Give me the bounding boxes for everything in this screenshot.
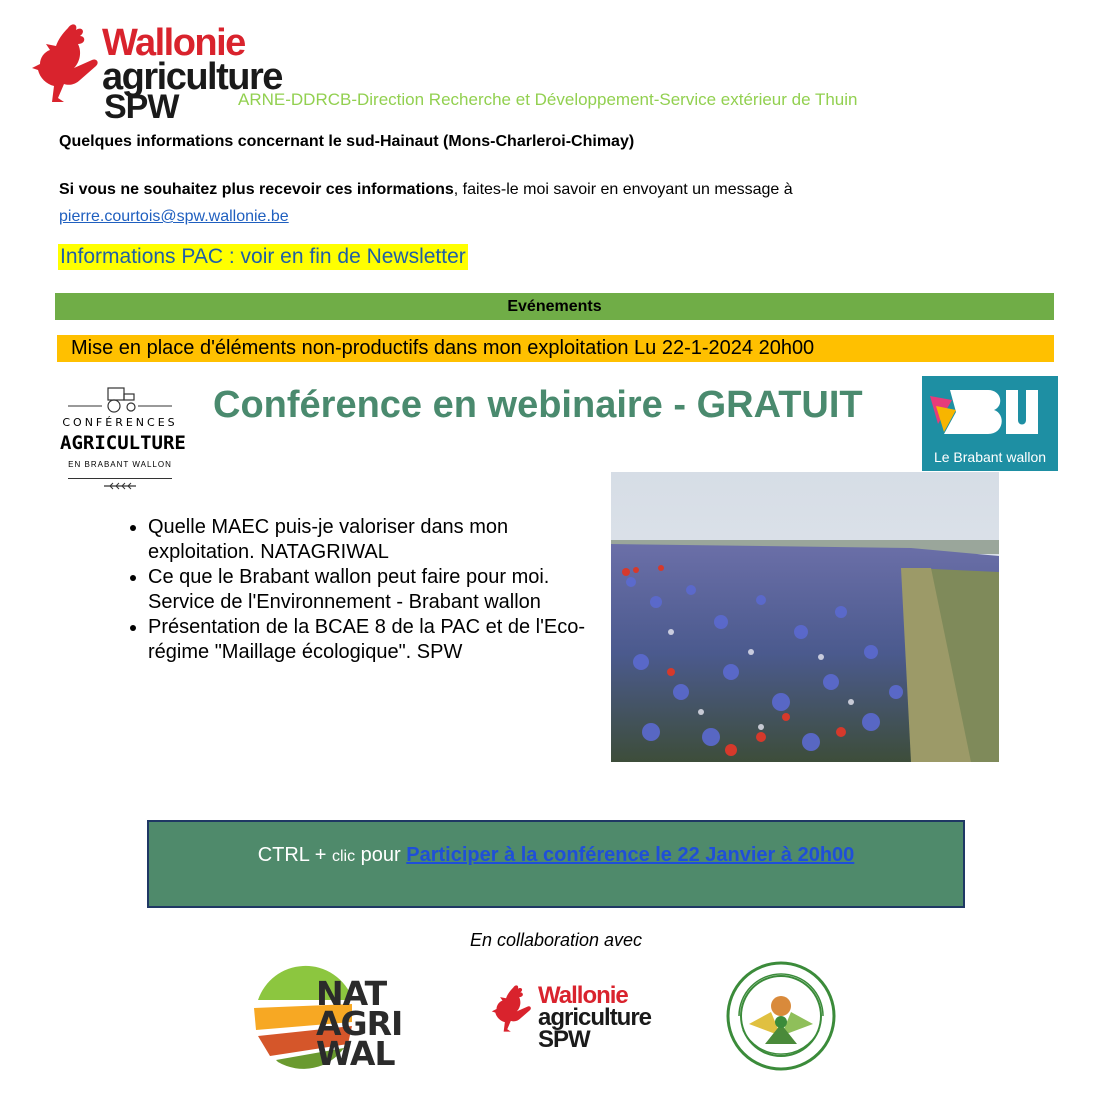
conf-logo-line1: CONFÉRENCES: [62, 416, 178, 429]
topics-list: [110, 515, 608, 665]
pac-note: Informations PAC : voir en fin de Newsletter: [60, 245, 466, 268]
intro-text: Quelques informations concernant le sud-Hainaut (Mons-Charleroi-Chimay): [59, 133, 635, 150]
logo-text-wallonie: Wallonie: [102, 22, 245, 64]
unsubscribe-text: [59, 176, 1059, 230]
email-link[interactable]: pierre.courtois@spw.wallonie.be: [59, 208, 289, 225]
cta-prefix-pour: pour: [355, 844, 407, 866]
logo-text-agriculture: agriculture: [102, 56, 282, 98]
rooster-icon: [488, 984, 536, 1034]
unsubscribe-bold: Si vous ne souhaitez plus recevoir ces informations: [59, 181, 454, 198]
natagriwal-nat: NAT: [316, 974, 387, 1013]
events-header: Evénements: [55, 293, 1054, 320]
conf-logo-line3: EN BRABANT WALLON: [68, 460, 172, 469]
unsubscribe-rest: , faites-le moi savoir en envoyant un message à: [453, 181, 793, 198]
conf-logo-line2: AGRICULTURE: [60, 432, 186, 454]
list-item: • Quelle MAEC puis-je valoriser dans mon exploitation. NATAGRIWAL: [148, 515, 608, 565]
bw-emblem-icon: [922, 376, 1058, 446]
wallonie-agriculture-logo: [30, 22, 282, 126]
natagriwal-logo: [248, 960, 403, 1073]
bw-logo-caption: Le Brabant wallon: [933, 449, 1047, 465]
flower-field-photo: [611, 472, 999, 762]
cta-box: [147, 820, 965, 908]
cta-prefix-clic: clic: [331, 848, 356, 865]
partner-spw: SPW: [538, 1026, 590, 1053]
partner-agriculture: agriculture: [538, 1004, 652, 1031]
cta-line: [149, 844, 963, 867]
partner-wallonie: Wallonie: [538, 982, 628, 1009]
participate-link[interactable]: Participer à la conférence le 22 Janvier à 20h00: [406, 844, 855, 866]
wheat-icon: [60, 480, 180, 492]
natagriwal-agri: AGRI: [316, 1004, 403, 1043]
department-line: ARNE-DDRCB-Direction Recherche et Développement-Service extérieur de Thuin: [238, 90, 858, 109]
natagriwal-wal: WAL: [316, 1034, 395, 1073]
conference-title: Conférence en webinaire - GRATUIT: [213, 384, 863, 426]
conf-logo-divider: [68, 478, 172, 479]
list-item: • Ce que le Brabant wallon peut faire pour moi. Service de l'Environnement - Brabant wallon: [148, 565, 608, 615]
event-title: Mise en place d'éléments non-productifs dans mon exploitation Lu 22-1-2024 20h00: [57, 335, 1054, 362]
wallonie-agriculture-partner-logo: [488, 980, 668, 1060]
tractor-icon: [60, 384, 180, 414]
conferences-agriculture-logo: [60, 384, 186, 492]
logo-text-spw: SPW: [104, 88, 179, 126]
brabant-wallon-logo: [922, 376, 1058, 471]
collaboration-label: En collaboration avec: [469, 930, 643, 950]
rooster-icon: [30, 22, 102, 106]
list-item: • Présentation de la BCAE 8 de la PAC et de l'Eco-régime "Maillage écologique". SPW: [148, 615, 608, 665]
chambre-agriculture-seal: [725, 960, 837, 1072]
cta-prefix-ctrl: CTRL +: [257, 844, 332, 866]
